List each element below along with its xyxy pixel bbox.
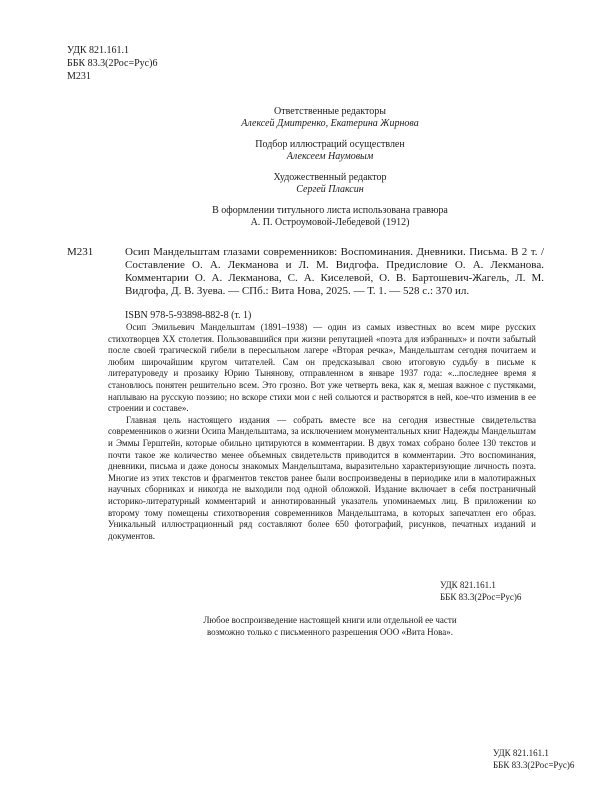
copyright-line: Любое воспроизведение настоящей книги или отдельной ее части	[203, 615, 457, 625]
engraving-line: А. П. Остроумовой-Лебедевой (1912)	[250, 217, 410, 228]
catalog-classification-codes	[440, 580, 521, 603]
credit-illustrations	[150, 139, 510, 163]
credits-block	[150, 106, 510, 229]
credit-names: Сергей Плаксин	[296, 184, 364, 195]
annotation-paragraph: Главная цель настоящего издания — собрать вместе все на сегодня известные свидетельства современников о жизни Осипа Мандельштама, за исключением монументальных книг Надежды Мандельштам и Эммы Герштейн, которые обильно цитируются в комментарии. В двух томах собрано более 130 текстов и почти такое же количество менее объемных свидетельств приводится в комментарии. Это воспоминания, дневники, письма и даже доносы знакомых Мандельштама, выразительно характеризующие личность поэта. Многие из этих текстов и фрагментов текстов ранее были воспроизведены в периодике или в малотиражных научных сборниках и никогда не выходили под одной обложкой. Издание включает в себя постраничный историко-литературный комментарий и аннотированный указатель упоминаемых лиц. В приложении ко второму тому помещены стихотворения современников Мандельштама, в которых запечатлен его образ. Уникальный иллюстрационный ряд составляют более 650 фотографий, рисунков, печатных изданий и документов.	[108, 414, 536, 541]
credit-role: Ответственные редакторы	[274, 106, 386, 117]
bbk-code: ББК 83.3(2Рос=Рус)6	[440, 591, 522, 602]
header-classification-codes	[67, 44, 157, 83]
credit-art-editor	[150, 172, 510, 196]
engraving-line: В оформлении титульного листа использована гравюра	[212, 205, 448, 216]
isbn: ISBN 978-5-93898-882-8 (т. 1)	[125, 310, 252, 321]
footer-classification-codes	[493, 748, 574, 771]
bbk-code: ББК 83.3(2Рос=Рус)6	[67, 58, 158, 69]
udk-code: УДК 821.161.1	[493, 748, 549, 758]
copyright-line: возможно только с письменного разрешения ООО «Вита Нова».	[206, 627, 454, 637]
catalog-author-mark: М231	[67, 246, 94, 258]
credit-names: Алексеем Наумовым	[286, 151, 374, 162]
bbk-code: ББК 83.3(2Рос=Рус)6	[493, 759, 575, 770]
annotation	[108, 322, 536, 542]
author-mark: М231	[67, 71, 91, 82]
credit-role: Художественный редактор	[273, 172, 387, 183]
udk-code: УДК 821.161.1	[67, 45, 130, 56]
credit-role: Подбор иллюстраций осуществлен	[255, 139, 405, 150]
copyright-notice	[150, 614, 510, 638]
credit-names: Алексей Дмитренко, Екатерина Жирнова	[241, 118, 419, 129]
bibliographic-entry: Осип Мандельштам глазами современников: Воспоминания. Дневники. Письма. В 2 т. / Составление О. А. Лекманова и Л. М. Видгофа. Предисловие О. А. Лекманова. Комментарии О. А. Лекманова, С. А. Киселевой, О. В. Бартошевич-Жагель, Л. М. Видгофа, Д. В. Зуева. — СПб.: Вита Нова, 2025. — Т. 1. — 528 с.: 370 ил.	[125, 246, 544, 297]
annotation-paragraph: Осип Эмильевич Мандельштам (1891–1938) — один из самых известных во всем мире русских стихотворцев XX столетия. Пользовавшийся при жизни репутацией «поэта для избранных» и почти забытый после своей трагической гибели в пересыльном лагере «Вторая речка», Мандельштам сегодня почитаем и любим широчайшим кругом читателей. Сам он предсказывал свою итоговую судьбу в письме к литературоведу и прозаику Юрию Тынянову, отправленном в январе 1937 года: «...последнее время я становлюсь понятен решительно всем. Это грозно. Вот уже четверть века, как я, мешая важное с пустяками, наплываю на русскую поэзию; но вскоре стихи мои с ней сольются и растворятся в ней, кое-что изменив в ее строении и составе».	[108, 322, 536, 414]
engraving-note	[150, 205, 510, 229]
udk-code: УДК 821.161.1	[440, 580, 496, 590]
credit-editors	[150, 106, 510, 130]
